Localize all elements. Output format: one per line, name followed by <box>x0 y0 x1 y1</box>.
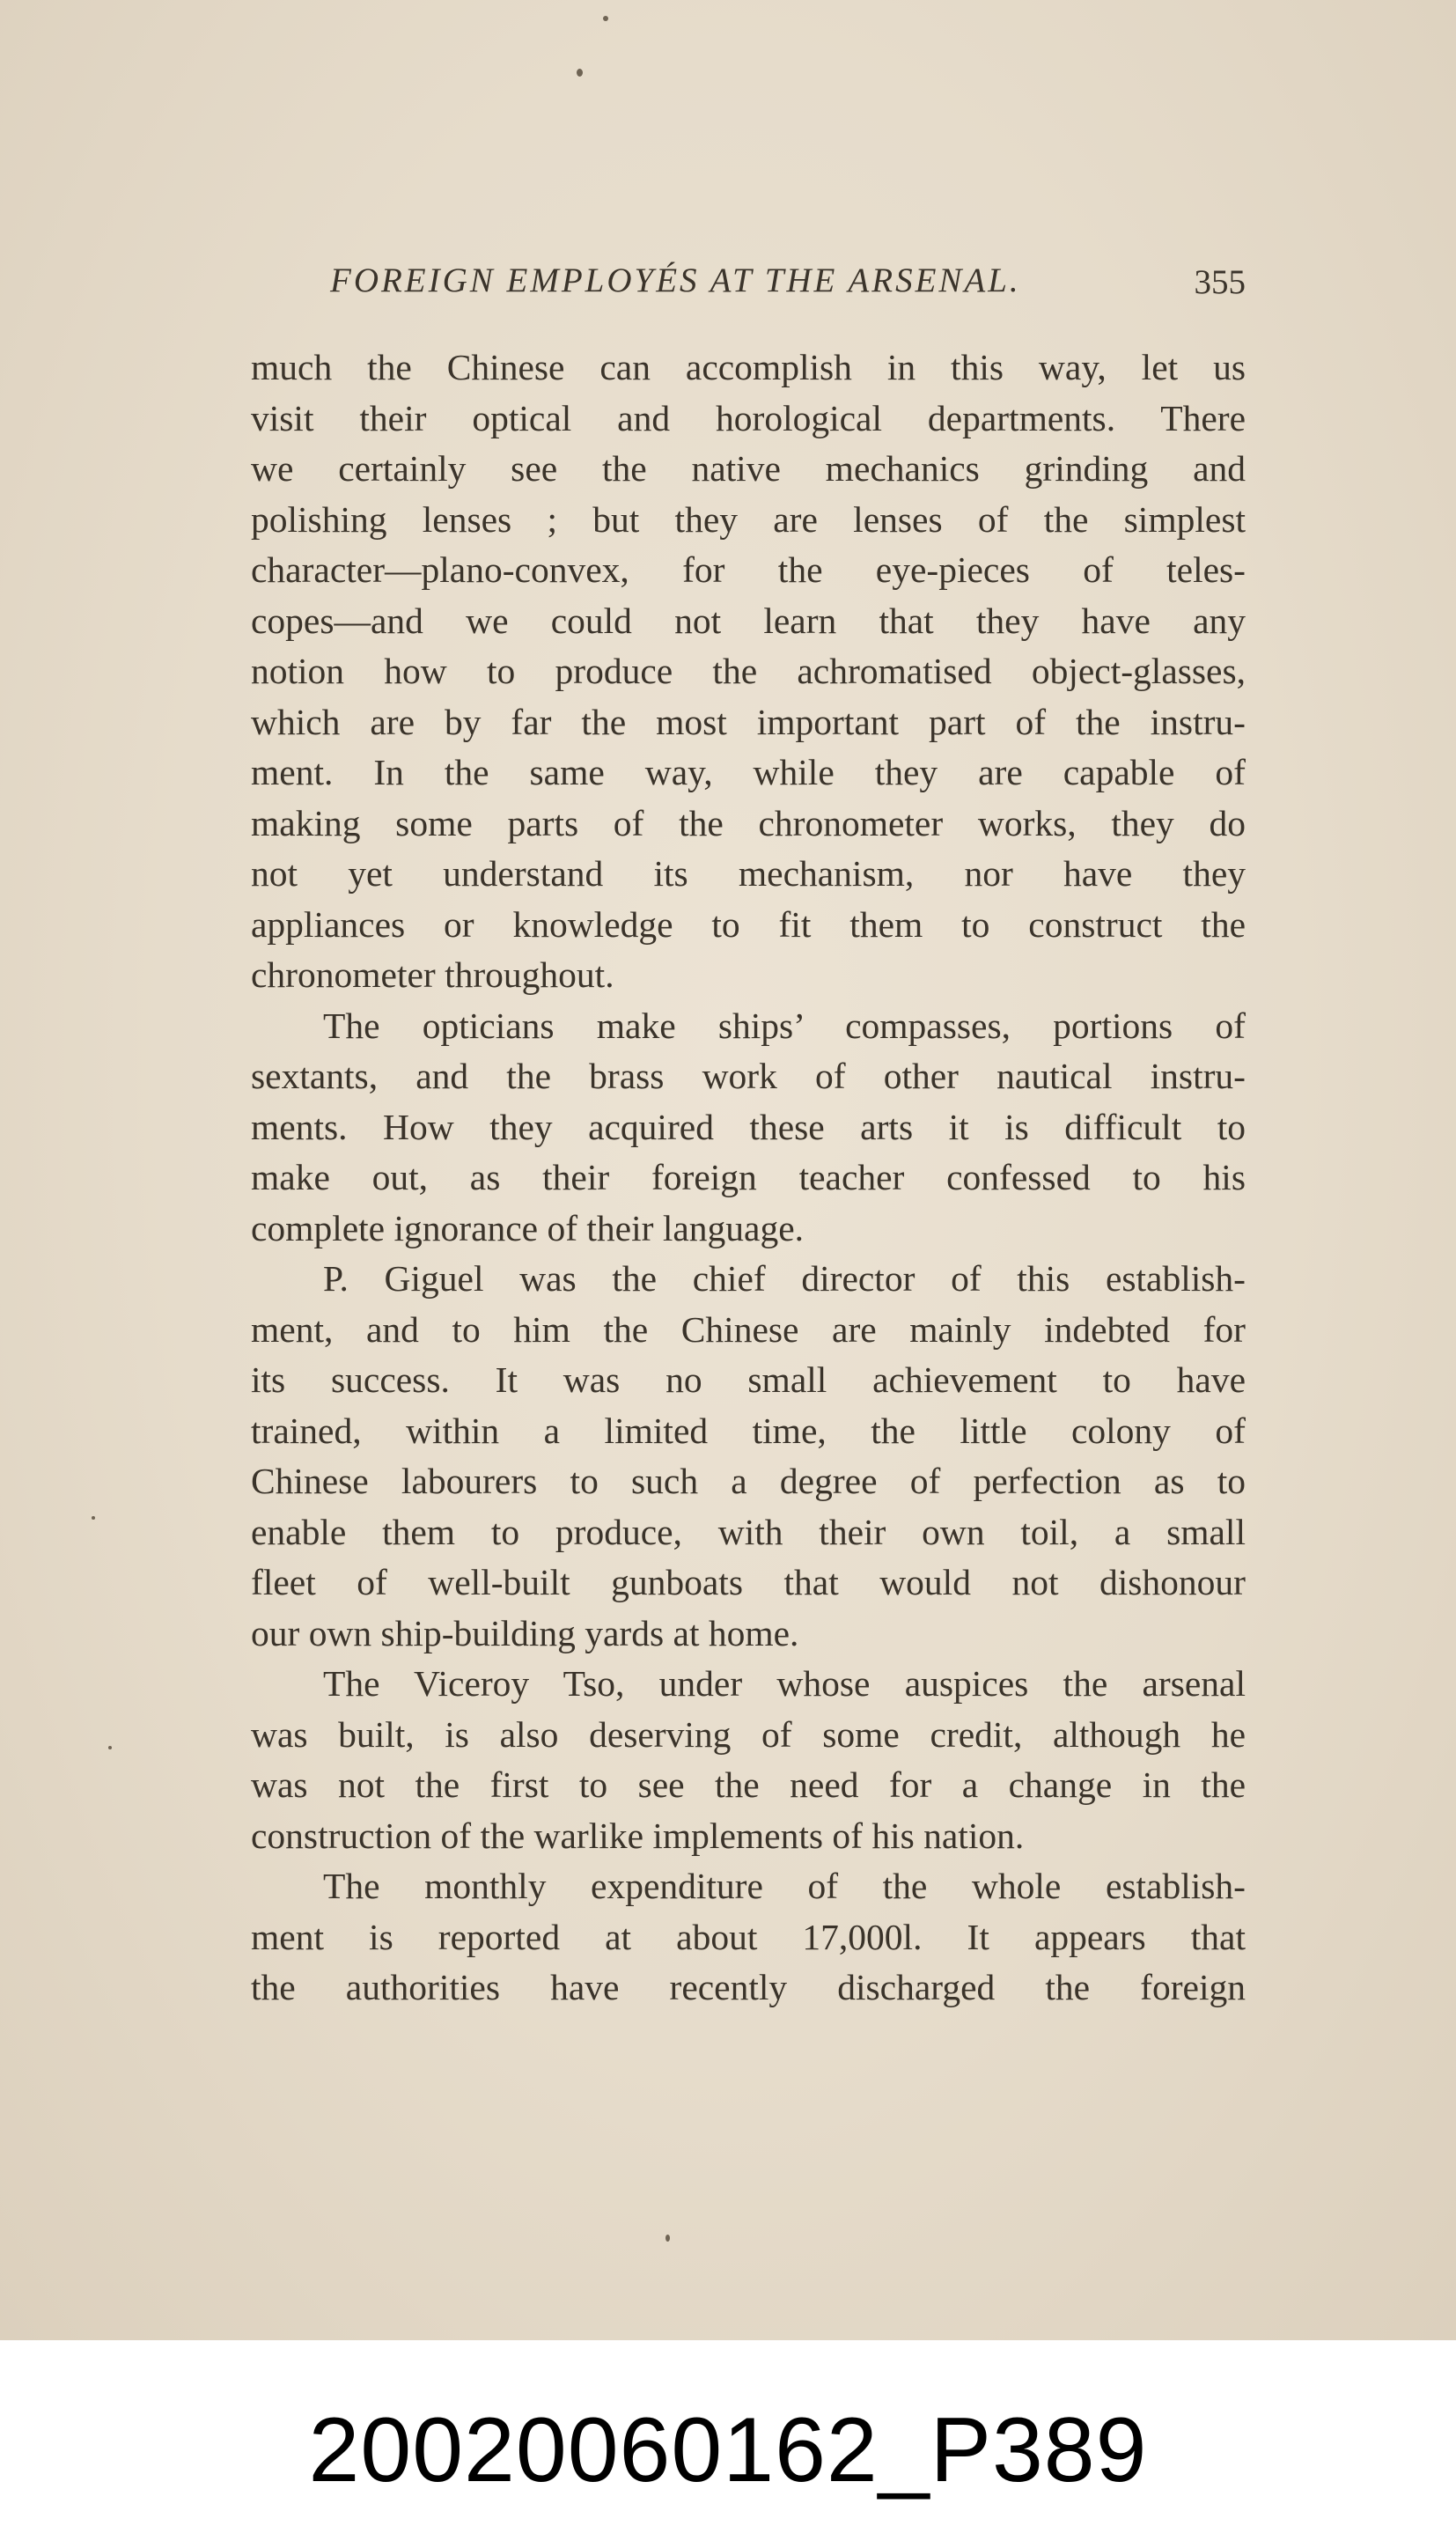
text-line: enable them to produce, with their own toil, a small <box>251 1511 1246 1552</box>
text-line: copes—and we could not learn that they have any <box>251 600 1246 641</box>
body-text <box>251 342 1246 2014</box>
paragraph <box>251 1001 1246 1255</box>
paragraph <box>251 1659 1246 1861</box>
paper-speck <box>603 16 608 21</box>
text-line: complete ignorance of their language. <box>251 1207 804 1248</box>
text-line: ment is reported at about 17,000l. It appears that <box>251 1916 1246 1957</box>
text-line: Chinese labourers to such a degree of perfection as to <box>251 1461 1246 1501</box>
text-line: The opticians make ships’ compasses, portions of <box>323 1005 1246 1046</box>
text-line: was built, is also deserving of some credit, although he <box>251 1713 1246 1755</box>
paper-speck <box>92 1516 95 1520</box>
text-line: chronometer throughout. <box>251 954 614 995</box>
text-line: notion how to produce the achromatised object-glasses, <box>251 651 1246 691</box>
text-line: not yet understand its mechanism, nor have they <box>251 853 1246 894</box>
text-line: appliances or knowledge to fit them to construct the <box>251 903 1246 945</box>
text-line: trained, within a limited time, the little colony of <box>251 1410 1246 1451</box>
running-head-title: FOREIGN EMPLOYÉS AT THE ARSENAL. <box>330 261 1021 299</box>
text-line: character—plano-convex, for the eye-pieces of teles- <box>251 549 1246 590</box>
image-identifier: 20020060162_P389 <box>308 2399 1148 2501</box>
running-head <box>251 261 1246 313</box>
text-line: we certainly see the native mechanics grinding and <box>251 448 1246 489</box>
page-number: 355 <box>1194 263 1246 301</box>
text-line: The monthly expenditure of the whole establish- <box>323 1866 1246 1906</box>
paragraph <box>251 1254 1246 1659</box>
text-line: ment, and to him the Chinese are mainly indebted for <box>251 1308 1246 1350</box>
text-line: the authorities have recently discharged the foreign <box>251 1967 1246 2007</box>
text-line: its success. It was no small achievement to have <box>251 1359 1246 1400</box>
paper-speck <box>665 2235 670 2242</box>
text-line: making some parts of the chronometer works, they do <box>251 802 1246 843</box>
text-line: was not the first to see the need for a change in the <box>251 1764 1246 1805</box>
text-line: sextants, and the brass work of other nautical instru- <box>251 1056 1246 1096</box>
text-line: ment. In the same way, while they are capable of <box>251 752 1246 792</box>
text-line: P. Giguel was the chief director of this establish- <box>323 1258 1246 1299</box>
text-line: which are by far the most important part of the instru- <box>251 701 1246 742</box>
paper-speck <box>108 1746 112 1749</box>
footer-caption <box>0 2340 1456 2548</box>
paragraph <box>251 1861 1246 2014</box>
text-line: fleet of well-built gunboats that would not dishonour <box>251 1562 1246 1602</box>
paragraph <box>251 342 1246 1001</box>
text-line: The Viceroy Tso, under whose auspices the arsenal <box>323 1663 1246 1704</box>
text-line: ments. How they acquired these arts it is difficult to <box>251 1106 1246 1147</box>
paper-speck <box>577 69 583 77</box>
text-line: much the Chinese can accomplish in this way, let us <box>251 347 1246 387</box>
text-line: polishing lenses ; but they are lenses of the simplest <box>251 498 1246 540</box>
text-line: construction of the warlike implements of his nation. <box>251 1815 1025 1856</box>
text-line: visit their optical and horological departments. There <box>251 397 1246 438</box>
text-line: make out, as their foreign teacher confessed to his <box>251 1157 1246 1197</box>
text-line: our own ship-building yards at home. <box>251 1612 799 1653</box>
